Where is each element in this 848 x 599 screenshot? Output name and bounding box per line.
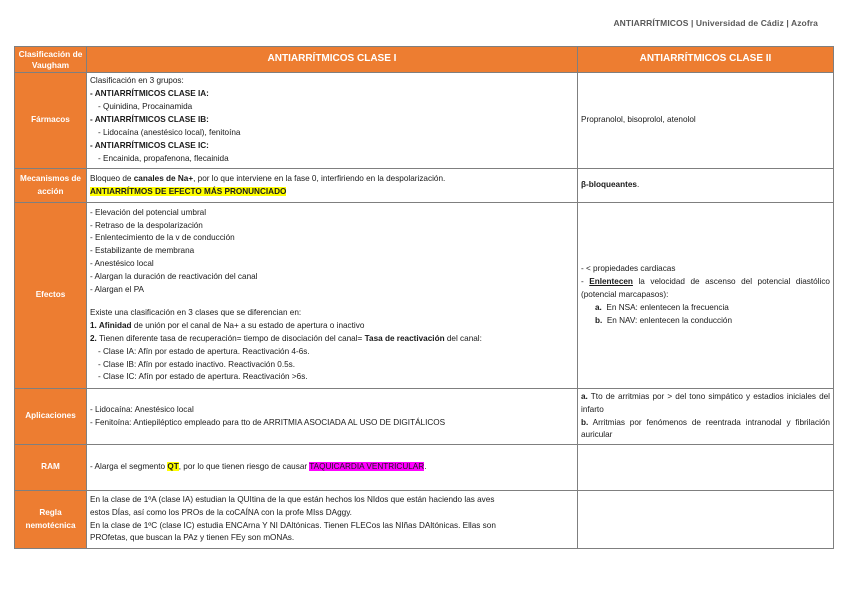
farmacos-class2-text: Propranolol, bisoprolol, atenolol <box>581 115 696 125</box>
efectos-class2-a-label: a. <box>595 302 602 312</box>
row-label-aplicaciones: Aplicaciones <box>15 389 87 445</box>
row-label-farmacos: Fármacos <box>15 73 87 169</box>
efectos-item: - Anestésico local <box>90 259 154 269</box>
efectos-class2-a-text: En NSA: enlentecen la frecuencia <box>606 302 729 312</box>
efectos-class2-b-text: En NAV: enlentecen la conducción <box>606 315 733 325</box>
efectos-p2-bold: Tasa de reactivación <box>364 333 445 343</box>
efectos-class2-dash: - <box>581 277 590 287</box>
aplicaciones-class2-a-label: a. <box>581 391 588 401</box>
mecanismos-post: , por lo que interviene en la fase 0, interfiriendo en la despolarización. <box>193 173 446 183</box>
ram-class1-cell <box>87 445 578 491</box>
row-regla <box>15 491 834 549</box>
ram-qt-highlight: QT <box>167 462 179 472</box>
efectos-p1-rest: de unión por el canal de Na+ a su estado de apertura o inactivo <box>131 320 365 330</box>
row-label-mecanismos: Mecanismos de acción <box>15 169 87 203</box>
efectos-item: - Retraso de la despolarización <box>90 220 203 230</box>
efectos-class2-b-label: b. <box>595 315 603 325</box>
efectos-p2-mid: Tienen diferente tasa de recuperación= tiempo de disociación del canal= <box>99 333 365 343</box>
row-label-ram: RAM <box>15 445 87 491</box>
efectos-item: - Alargan la duración de reactivación del canal <box>90 272 258 282</box>
regla-l3: En la clase de 1ºC (clase IC) estudia ENCArna Y NI DAltónicas. Tienen FLECos las NIñas DAltónicas. Ellas son <box>90 520 496 530</box>
mecanismos-pre: Bloqueo de <box>90 173 134 183</box>
farmacos-ic-items: - Encainida, propafenona, flecainida <box>98 153 229 163</box>
aplicaciones-class2-cell <box>578 389 834 445</box>
efectos-class2-underlined: Enlentecen <box>589 277 633 287</box>
farmacos-intro: Clasificación en 3 grupos: <box>90 76 184 86</box>
efectos-p1-bold: Afinidad <box>98 320 132 330</box>
ram-post: . <box>424 462 427 472</box>
ram-tv-highlight: TAQUICARDIA VENTRICULAR <box>309 462 425 472</box>
regla-l1: En la clase de 1ºA (clase IA) estudian la QUItina de la que están hechos los NIdos que están haciendo las aves <box>90 494 495 504</box>
aplicaciones-class2-b-text: Arritmias por fenómenos de reentrada intranodal y fibrilación auricular <box>581 417 830 440</box>
farmacos-ia-items: - Quinidina, Procainamida <box>98 102 193 112</box>
ram-pre: - Alarga el segmento <box>90 462 168 472</box>
header-classification: Clasificación de Vaugham <box>15 47 87 73</box>
efectos-p2-num: 2. <box>90 333 100 343</box>
header-class2: ANTIARRÍTMICOS CLASE II <box>578 47 834 73</box>
mecanismos-class2-post: . <box>636 180 640 190</box>
pharmacology-table <box>14 46 834 549</box>
ram-mid: , por lo que tienen riesgo de causar <box>178 462 310 472</box>
row-efectos <box>15 203 834 389</box>
mecanismos-bold: canales de Na+ <box>133 173 194 183</box>
row-label-efectos: Efectos <box>15 203 87 389</box>
row-aplicaciones <box>15 389 834 445</box>
efectos-class2-l1: - < propiedades cardiacas <box>581 264 676 274</box>
efectos-p2-end: del canal: <box>444 333 482 343</box>
mecanismos-highlight: ANTIARRÍTMOS DE EFECTO MÁS PRONUNCIADO <box>90 186 287 196</box>
efectos-item: - Enlentecimiento de la v de conducción <box>90 233 235 243</box>
aplicaciones-l1: - Lidocaína: Anestésico local <box>90 404 194 414</box>
efectos-class-item: - Clase IC: Afín por estado de apertura. Reactivación >6s. <box>98 372 308 382</box>
efectos-class-item: - Clase IA: Afín por estado de apertura. Reactivación 4-6s. <box>98 346 310 356</box>
efectos-item: - Elevación del potencial umbral <box>90 207 207 217</box>
row-ram <box>15 445 834 491</box>
row-label-regla: Regla nemotécnica <box>15 491 87 549</box>
regla-l2: estos DÍas, así como los PROs de la coCAÍNA con la profe MIss DAggy. <box>90 507 352 517</box>
row-mecanismos <box>15 169 834 203</box>
page-header: ANTIARRÍTMICOS | Universidad de Cádiz | Azofra <box>613 18 818 28</box>
regla-l4: PROfetas, que buscan la PAz y tienen FEy son mONAs. <box>90 533 295 543</box>
row-farmacos <box>15 73 834 169</box>
mecanismos-class2-bold: β-bloqueantes <box>581 180 637 190</box>
farmacos-class1-cell <box>87 73 578 169</box>
regla-class1-cell <box>87 491 578 549</box>
farmacos-ib-title: - ANTIARRÍTMICOS CLASE IB: <box>90 115 209 125</box>
efectos-class2-cell <box>578 203 834 389</box>
ram-class2-cell <box>578 445 834 491</box>
efectos-item: - Estabilizante de membrana <box>90 246 195 256</box>
farmacos-ic-title: - ANTIARRÍTMICOS CLASE IC: <box>90 140 209 150</box>
efectos-intro: Existe una clasificación en 3 clases que se diferencian en: <box>90 307 302 317</box>
farmacos-class2-cell <box>578 73 834 169</box>
mecanismos-class2-cell <box>578 169 834 203</box>
farmacos-ib-items: - Lidocaína (anestésico local), fenitoína <box>98 127 241 137</box>
efectos-class1-cell <box>87 203 578 389</box>
aplicaciones-class2-b-label: b. <box>581 417 589 427</box>
farmacos-ia-title: - ANTIARRÍTMICOS CLASE IA: <box>90 89 209 99</box>
aplicaciones-l2: - Fenitoína: Antiepiléptico empleado para tto de ARRITMIA ASOCIADA AL USO DE DIGITÁLICOS <box>90 417 446 427</box>
efectos-p1-num: 1. <box>90 320 99 330</box>
efectos-class2-rest: la velocidad de ascenso del potencial diastólico (potencial marcapasos): <box>581 277 830 300</box>
efectos-class-item: - Clase IB: Afín por estado inactivo. Reactivación 0.5s. <box>98 359 296 369</box>
aplicaciones-class2-a-text: Tto de arritmias por > del tono simpático y estadios iniciales del infarto <box>581 391 830 414</box>
header-class1: ANTIARRÍTMICOS CLASE I <box>87 47 578 73</box>
mecanismos-class1-cell <box>87 169 578 203</box>
aplicaciones-class1-cell <box>87 389 578 445</box>
regla-class2-cell <box>578 491 834 549</box>
efectos-item: - Alargan el PA <box>90 285 145 295</box>
header-row <box>15 47 834 73</box>
